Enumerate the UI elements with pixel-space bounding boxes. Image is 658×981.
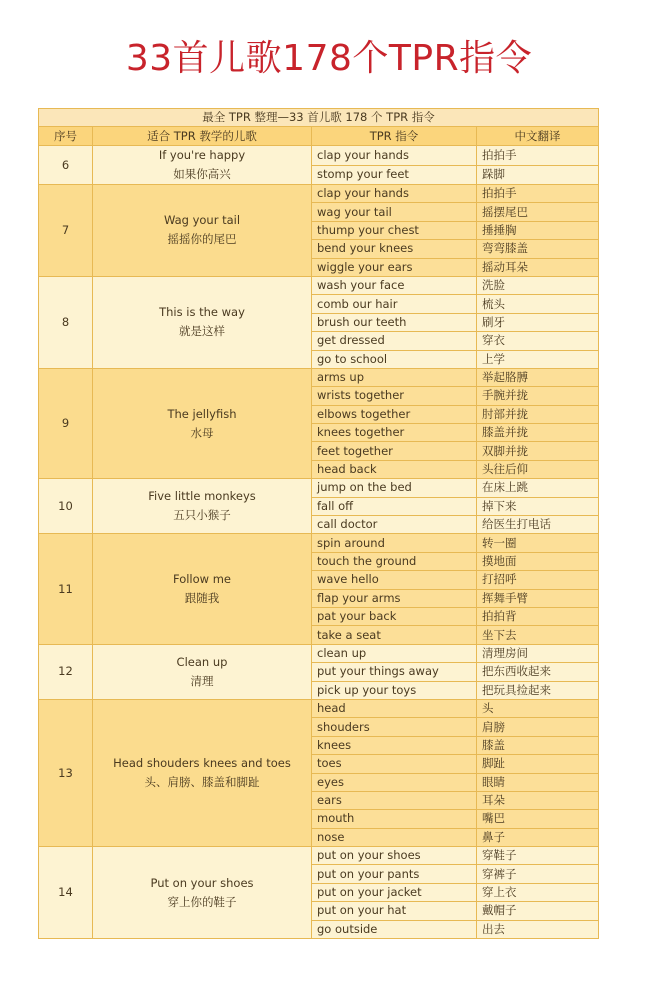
header-song: 适合 TPR 教学的儿歌 [93,127,312,146]
tpr-command: fall off [312,497,477,515]
tpr-command: clap your hands [312,185,477,203]
song-title-zh: 就是这样 [179,324,225,339]
chinese-translation: 双脚并拢 [477,442,599,460]
song-title-en: Put on your shoes [150,875,254,890]
tpr-command: touch the ground [312,552,477,570]
tpr-command: head back [312,460,477,478]
page-title: 33首儿歌178个TPR指令 [125,38,533,79]
tpr-command: wrists together [312,387,477,405]
tpr-command: clap your hands [312,146,477,166]
chinese-translation: 膝盖 [477,736,599,754]
chinese-translation: 肩膀 [477,718,599,736]
chinese-translation: 头 [477,699,599,717]
chinese-translation: 打招呼 [477,571,599,589]
tpr-command: take a seat [312,626,477,644]
tpr-command: comb our hair [312,295,477,313]
chinese-translation: 穿裤子 [477,865,599,883]
table-row [39,276,599,294]
chinese-translation: 拍拍手 [477,185,599,203]
tpr-command: flap your arms [312,589,477,607]
song-title-zh: 摇摇你的尾巴 [167,232,237,247]
song-cell [93,185,312,277]
chinese-translation: 耳朵 [477,791,599,809]
chinese-translation: 肘部并拢 [477,405,599,423]
song-number: 6 [39,146,93,185]
tpr-command: head [312,699,477,717]
chinese-translation: 跺脚 [477,165,599,185]
tpr-command: knees together [312,424,477,442]
table-row [39,699,599,717]
chinese-translation: 捶捶胸 [477,221,599,239]
tpr-command: thump your chest [312,221,477,239]
table-body [39,146,599,939]
tpr-command: wiggle your ears [312,258,477,276]
song-title-en: This is the way [159,305,245,320]
chinese-translation: 摇动耳朵 [477,258,599,276]
tpr-command: knees [312,736,477,754]
song-cell [93,276,312,368]
header-tpr-command: TPR 指令 [312,127,477,146]
chinese-translation: 举起胳膊 [477,368,599,386]
chinese-translation: 掉下来 [477,497,599,515]
chinese-translation: 洗脸 [477,276,599,294]
song-number: 14 [39,847,93,939]
song-number: 10 [39,479,93,534]
song-cell [93,146,312,185]
song-title-zh: 五只小猴子 [173,508,231,523]
song-cell [93,368,312,478]
chinese-translation: 刷牙 [477,313,599,331]
song-number: 7 [39,185,93,277]
table-row [39,847,599,865]
tpr-command: toes [312,755,477,773]
chinese-translation: 摸地面 [477,552,599,570]
chinese-translation: 戴帽子 [477,902,599,920]
song-number: 11 [39,534,93,644]
chinese-translation: 转一圈 [477,534,599,552]
song-title-en: Follow me [172,572,231,587]
song-title-zh: 如果你高兴 [173,167,231,181]
tpr-command: put on your jacket [312,883,477,901]
table-row [39,479,599,497]
chinese-translation: 坐下去 [477,626,599,644]
song-title-en: Wag your tail [163,213,241,228]
tpr-command: brush our teeth [312,313,477,331]
tpr-command: wag your tail [312,203,477,221]
chinese-translation: 穿上衣 [477,883,599,901]
chinese-translation: 拍拍手 [477,146,599,166]
tpr-command: get dressed [312,332,477,350]
chinese-translation: 梳头 [477,295,599,313]
song-title-en: Five little monkeys [148,489,256,504]
tpr-command: elbows together [312,405,477,423]
tpr-command: arms up [312,368,477,386]
tpr-command: put on your pants [312,865,477,883]
tpr-command: pick up your toys [312,681,477,699]
tpr-command: go outside [312,920,477,938]
song-cell [93,699,312,846]
tpr-command: put on your hat [312,902,477,920]
song-number: 8 [39,276,93,368]
tpr-command: ears [312,791,477,809]
chinese-translation: 穿衣 [477,332,599,350]
chinese-translation: 眼睛 [477,773,599,791]
tpr-command: go to school [312,350,477,368]
chinese-translation: 弯弯膝盖 [477,240,599,258]
chinese-translation: 出去 [477,920,599,938]
header-number: 序号 [39,127,93,146]
chinese-translation: 把玩具捡起来 [477,681,599,699]
table-row [39,146,599,166]
tpr-table [38,108,599,939]
tpr-command: put on your shoes [312,847,477,865]
tpr-command: call doctor [312,516,477,534]
chinese-translation: 给医生打电话 [477,516,599,534]
song-number: 13 [39,699,93,846]
tpr-command: clean up [312,644,477,662]
song-title-en: The jellyfish [167,406,237,421]
tpr-command: spin around [312,534,477,552]
chinese-translation: 脚趾 [477,755,599,773]
tpr-command: put your things away [312,663,477,681]
chinese-translation: 嘴巴 [477,810,599,828]
song-title-zh: 头、肩膀、膝盖和脚趾 [144,775,260,789]
tpr-command: shouders [312,718,477,736]
table-row [39,644,599,662]
table-row [39,534,599,552]
song-cell [93,534,312,644]
tpr-command: jump on the bed [312,479,477,497]
table-row [39,185,599,203]
tpr-command: stomp your feet [312,165,477,185]
chinese-translation: 摇摆尾巴 [477,203,599,221]
song-title-zh: 清理 [190,673,214,688]
chinese-translation: 挥舞手臂 [477,589,599,607]
song-number: 12 [39,644,93,699]
song-number: 9 [39,368,93,478]
tpr-command: pat your back [312,607,477,625]
chinese-translation: 头往后仰 [477,460,599,478]
song-cell [93,644,312,699]
tpr-command: mouth [312,810,477,828]
chinese-translation: 膝盖并拢 [477,424,599,442]
header-chinese-translation: 中文翻译 [477,127,599,146]
chinese-translation: 拍拍背 [477,607,599,625]
chinese-translation: 穿鞋子 [477,847,599,865]
chinese-translation: 把东西收起来 [477,663,599,681]
chinese-translation: 鼻子 [477,828,599,846]
song-title-en: Clean up [176,654,228,669]
table-row [39,368,599,386]
tpr-command: wave hello [312,571,477,589]
song-title-en: If you're happy [158,148,246,162]
song-title-zh: 穿上你的鞋子 [167,894,237,909]
chinese-translation: 上学 [477,350,599,368]
chinese-translation: 手腕并拢 [477,387,599,405]
table-title: 最全 TPR 整理—33 首儿歌 178 个 TPR 指令 [39,109,599,127]
song-cell [93,847,312,939]
song-title-zh: 水母 [190,425,214,440]
tpr-command: bend your knees [312,240,477,258]
tpr-command: nose [312,828,477,846]
song-cell [93,479,312,534]
song-title-zh: 跟随我 [184,591,220,606]
tpr-command: wash your face [312,276,477,294]
chinese-translation: 在床上跳 [477,479,599,497]
tpr-command: feet together [312,442,477,460]
chinese-translation: 清理房间 [477,644,599,662]
tpr-command: eyes [312,773,477,791]
song-title-en: Head shouders knees and toes [113,756,291,770]
